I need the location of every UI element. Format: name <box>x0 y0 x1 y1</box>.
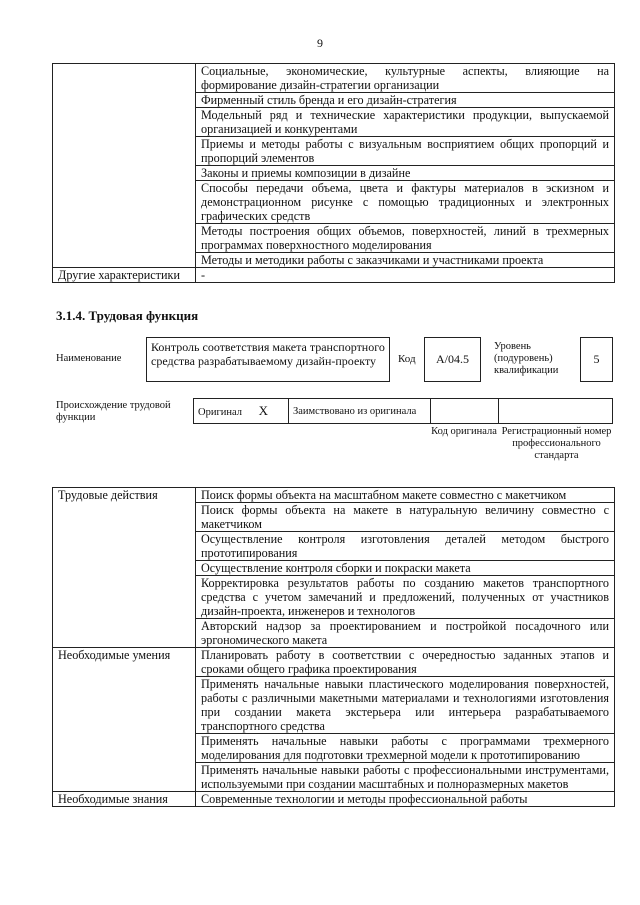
table-row <box>53 648 615 677</box>
table-row <box>194 399 613 424</box>
table-cell: Осуществление контроля сборки и покраски макета <box>196 561 615 576</box>
table-row <box>53 792 615 807</box>
table-cell: Фирменный стиль бренда и его дизайн-стратегия <box>196 93 615 108</box>
table-cell: Законы и приемы композиции в дизайне <box>196 166 615 181</box>
table-cell: Методы и методики работы с заказчиками и участниками проекта <box>196 253 615 268</box>
table-cell: Планировать работу в соответствии с очередностью заданных этапов и сроками общего графика проектирования <box>196 648 615 677</box>
table-cell: Корректировка результатов работы по созданию макетов транспортного средства с учетом замечаний и предложений, полученных от участников дизайн-проекта, инженеров и технологов <box>196 576 615 619</box>
reg-number-cell <box>499 399 613 424</box>
original-mark: X <box>258 402 269 418</box>
table-cell: Авторский надзор за проектированием и постройкой посадочного или эргономического макета <box>196 619 615 648</box>
row-label: Трудовые действия <box>53 488 196 648</box>
row-label <box>53 64 196 268</box>
table-cell: Поиск формы объекта на масштабном макете совместно с макетчиком <box>196 488 615 503</box>
table-cell: Современные технологии и методы профессиональной работы <box>196 792 615 807</box>
table-cell: - <box>196 268 615 283</box>
section-heading: 3.1.4. Трудовая функция <box>56 308 199 323</box>
origin-table <box>193 398 613 424</box>
name-label: Наименование <box>56 353 122 364</box>
table-cell: Применять начальные навыки работы с программами трехмерного моделирования для подготовки трехмерной модели к прототипированию <box>196 734 615 763</box>
origin-code-cell <box>431 399 499 424</box>
code-caption: Код оригинала <box>431 426 497 437</box>
table-cell: Модельный ряд и технические характеристики продукции, выпускаемой организацией и конкурентами <box>196 108 615 137</box>
page-number: 9 <box>317 36 323 50</box>
original-label: Оригинал <box>198 406 242 418</box>
row-label: Другие характеристики <box>53 268 196 283</box>
original-cell <box>194 399 289 424</box>
table-cell: Применять начальные навыки работы с профессиональными инструментами, используемыми при создании масштабных и полноразмерных макетов <box>196 763 615 792</box>
table-row <box>53 268 615 283</box>
table-cell: Поиск формы объекта на макете в натуральную величину совместно с макетчиком <box>196 503 615 532</box>
upper-knowledge-table <box>52 63 615 283</box>
row-label: Необходимые знания <box>53 792 196 807</box>
code-label: Код <box>398 353 416 365</box>
function-name-value: Контроль соответствия макета транспортного средства разрабатываемому дизайн-проекту <box>146 337 390 382</box>
table-cell: Методы построения общих объемов, поверхностей, линий в трехмерных программах поверхностного моделирования <box>196 224 615 253</box>
table-row <box>53 64 615 93</box>
table-cell: Приемы и методы работы с визуальным восприятием общих пропорций и пропорций элементов <box>196 137 615 166</box>
borrowed-cell: Заимствовано из оригинала <box>289 399 431 424</box>
function-code-value: A/04.5 <box>424 337 481 382</box>
table-cell: Осуществление контроля изготовления деталей методом быстрого прототипирования <box>196 532 615 561</box>
row-label: Необходимые умения <box>53 648 196 792</box>
origin-label: Происхождение трудовой функции <box>56 400 171 423</box>
work-function-table <box>52 487 615 807</box>
table-cell: Способы передачи объема, цвета и фактуры материалов в эскизном и демонстрационном рисунке с помощью традиционных и электронных графических средств <box>196 181 615 224</box>
level-label: Уровень (подуровень) квалификации <box>494 341 559 376</box>
table-cell: Социальные, экономические, культурные аспекты, влияющие на формирование дизайн-стратегии организации <box>196 64 615 93</box>
qualification-level-value: 5 <box>580 337 613 382</box>
reg-caption: Регистрационный номер профессионального стандарта <box>501 426 612 461</box>
table-cell: Применять начальные навыки пластического моделирования поверхностей, работы с различными макетными материалами и технологиями изготовления при создании макета экстерьера или интерьера разрабатываемого транспортного средства <box>196 677 615 734</box>
table-row <box>53 488 615 503</box>
